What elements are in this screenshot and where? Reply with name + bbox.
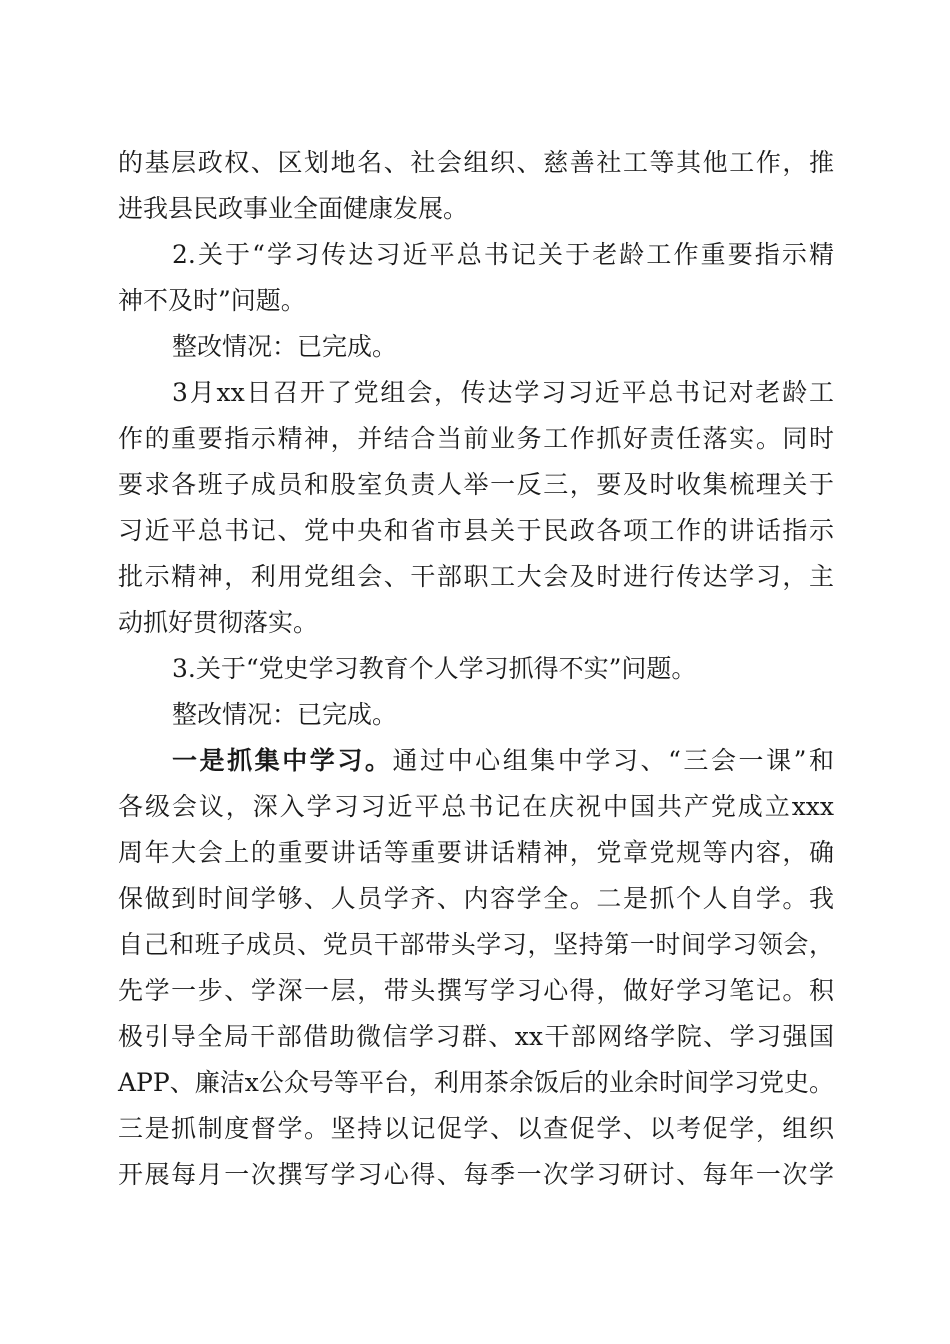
text-line: 批示精神，利用党组会、干部职工大会及时进行传达学习，主 — [118, 562, 834, 591]
item-heading: 2.关于“学习传达习近平总书记关于老龄工作重要指示精 — [172, 240, 834, 269]
text-line: 要求各班子成员和股室负责人举一反三，要及时收集梳理关于 — [118, 470, 834, 499]
text-line: 三是抓制度督学。坚持以记促学、以查促学、以考促学，组织 — [118, 1114, 834, 1143]
text-line: 动抓好贯彻落实。 — [118, 608, 319, 637]
text-line: 周年大会上的重要讲话等重要讲话精神，党章党规等内容，确 — [118, 838, 834, 867]
text-line: 先学一步、学深一层，带头撰写学习心得，做好学习笔记。积 — [118, 976, 834, 1005]
text-segment: 通过中心组集中学习、“三会一课”和 — [392, 746, 834, 775]
text-line: 3月xx日召开了党组会，传达学习习近平总书记对老龄工 — [172, 378, 834, 407]
text-line: 保做到时间学够、人员学齐、内容学全。二是抓个人自学。我 — [118, 884, 834, 913]
item-heading: 3.关于“党史学习教育个人学习抓得不实”问题。 — [172, 654, 697, 683]
text-line — [118, 738, 834, 784]
text-line: 进我县民政事业全面健康发展。 — [118, 194, 469, 223]
text-line: 各级会议，深入学习习近平总书记在庆祝中国共产党成立xxx — [118, 792, 834, 821]
text-line: 作的重要指示精神，并结合当前业务工作抓好责任落实。同时 — [118, 424, 834, 453]
text-line: 习近平总书记、党中央和省市县关于民政各项工作的讲话指示 — [118, 516, 834, 545]
text-line: 自己和班子成员、党员干部带头学习，坚持第一时间学习领会， — [118, 930, 834, 959]
text-line: 的基层政权、区划地名、社会组织、慈善社工等其他工作，推 — [118, 148, 834, 177]
text-line: APP、廉洁x公众号等平台，利用茶余饭后的业余时间学习党史。 — [118, 1068, 834, 1097]
bold-lead: 一是抓集中学习。 — [172, 746, 393, 775]
document-body — [118, 140, 834, 1198]
item-heading: 神不及时”问题。 — [118, 286, 306, 315]
text-line: 极引导全局干部借助微信学习群、xx干部网络学院、学习强国 — [118, 1022, 834, 1051]
text-line: 开展每月一次撰写学习心得、每季一次学习研讨、每年一次学 — [118, 1160, 834, 1189]
rectification-status: 整改情况：已完成。 — [172, 700, 398, 729]
rectification-status: 整改情况：已完成。 — [172, 332, 398, 361]
